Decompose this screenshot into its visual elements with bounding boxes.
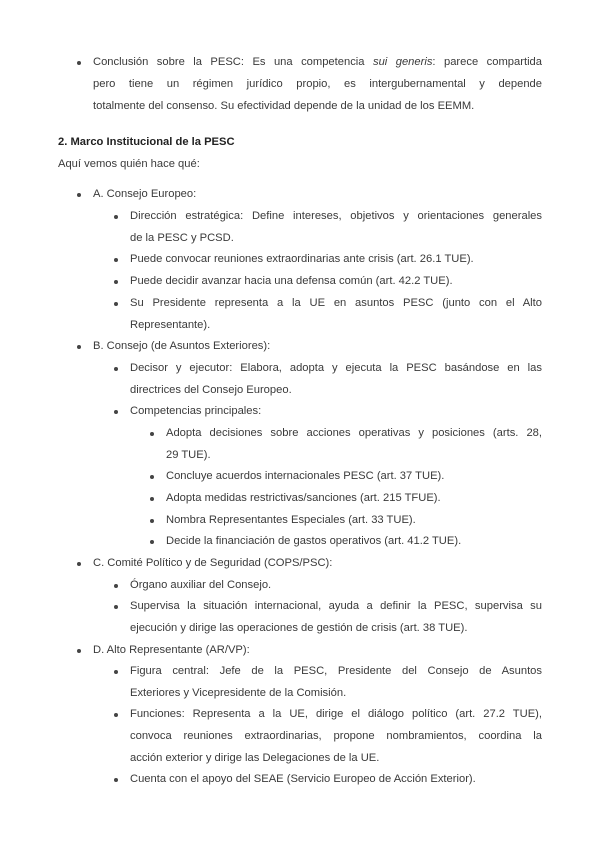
- bullet-icon: [114, 215, 118, 219]
- bullet-icon: [114, 605, 118, 609]
- bullet-icon: [150, 540, 154, 544]
- bullet-icon: [150, 475, 154, 479]
- list-item: de la PESC y PCSD.: [130, 232, 234, 244]
- list-item: Órgano auxiliar del Consejo.: [130, 579, 272, 591]
- list-item: Dirección estratégica: Define intereses, objetivos y orientaciones generales: [130, 210, 542, 222]
- bullet-icon: [150, 519, 154, 523]
- list-item: directrices del Consejo Europeo.: [130, 384, 292, 396]
- cops-label: C. Comité Político y de Seguridad (COPS/PSC):: [93, 557, 333, 569]
- consejo-label: B. Consejo (de Asuntos Exteriores):: [93, 340, 271, 352]
- bullet-icon: [150, 497, 154, 501]
- bullet-icon: [114, 670, 118, 674]
- bullet-icon: [114, 367, 118, 371]
- bullet-icon: [114, 713, 118, 717]
- bullet-icon: [114, 280, 118, 284]
- section-title: 2. Marco Institucional de la PESC: [58, 136, 235, 148]
- intro-line-3: totalmente del consenso. Su efectividad depende de la unidad de los EEMM.: [93, 100, 475, 112]
- list-item: acción exterior y dirige las Delegaciones de la UE.: [130, 752, 380, 764]
- bullet-icon: [114, 778, 118, 782]
- bullet-icon: [150, 432, 154, 436]
- list-item: Puede convocar reuniones extraordinarias ante crisis (art. 26.1 TUE).: [130, 253, 474, 265]
- list-item: Puede decidir avanzar hacia una defensa común (art. 42.2 TUE).: [130, 275, 453, 287]
- consejo-europeo-label: A. Consejo Europeo:: [93, 188, 197, 200]
- list-item: Nombra Representantes Especiales (art. 33 TUE).: [166, 514, 416, 526]
- section-subtitle: Aquí vemos quién hace qué:: [58, 158, 200, 170]
- list-item: Concluye acuerdos internacionales PESC (art. 37 TUE).: [166, 470, 445, 482]
- bullet-icon: [114, 258, 118, 262]
- list-item: Representante).: [130, 319, 211, 331]
- list-item: Competencias principales:: [130, 405, 262, 417]
- list-item: Decisor y ejecutor: Elabora, adopta y ejecuta la PESC basándose en las: [130, 362, 542, 374]
- list-item: Cuenta con el apoyo del SEAE (Servicio Europeo de Acción Exterior).: [130, 773, 476, 785]
- list-item: Su Presidente representa a la UE en asuntos PESC (junto con el Alto: [130, 297, 542, 309]
- list-item: Figura central: Jefe de la PESC, Presidente del Consejo de Asuntos: [130, 665, 542, 677]
- list-item: Decide la financiación de gastos operativos (art. 41.2 TUE).: [166, 535, 462, 547]
- list-item: Exteriores y Vicepresidente de la Comisión.: [130, 687, 347, 699]
- intro-line-2: pero tiene un régimen jurídico propio, es intergubernamental y depende: [93, 78, 542, 90]
- list-item: convoca reuniones extraordinarias, propone nombramientos, coordina la: [130, 730, 542, 742]
- list-item: Adopta decisiones sobre acciones operativas y posiciones (arts. 28,: [166, 427, 542, 439]
- bullet-icon: [77, 193, 81, 197]
- alto-representante-label: D. Alto Representante (AR/VP):: [93, 644, 250, 656]
- bullet-icon: [77, 649, 81, 653]
- bullet-icon: [114, 302, 118, 306]
- list-item: Funciones: Representa a la UE, dirige el diálogo político (art. 27.2 TUE),: [130, 708, 542, 720]
- list-item: ejecución y dirige las operaciones de gestión de crisis (art. 38 TUE).: [130, 622, 468, 634]
- bullet-icon: [114, 584, 118, 588]
- intro-line-1: Conclusión sobre la PESC: Es una competencia sui generis: parece compartida: [93, 56, 542, 68]
- list-item: Adopta medidas restrictivas/sanciones (art. 215 TFUE).: [166, 492, 441, 504]
- bullet-icon: [114, 410, 118, 414]
- list-item: Supervisa la situación internacional, ayuda a definir la PESC, supervisa su: [130, 600, 542, 612]
- bullet-icon: [77, 562, 81, 566]
- list-item: 29 TUE).: [166, 449, 211, 461]
- bullet-icon: [77, 61, 81, 65]
- bullet-icon: [77, 345, 81, 349]
